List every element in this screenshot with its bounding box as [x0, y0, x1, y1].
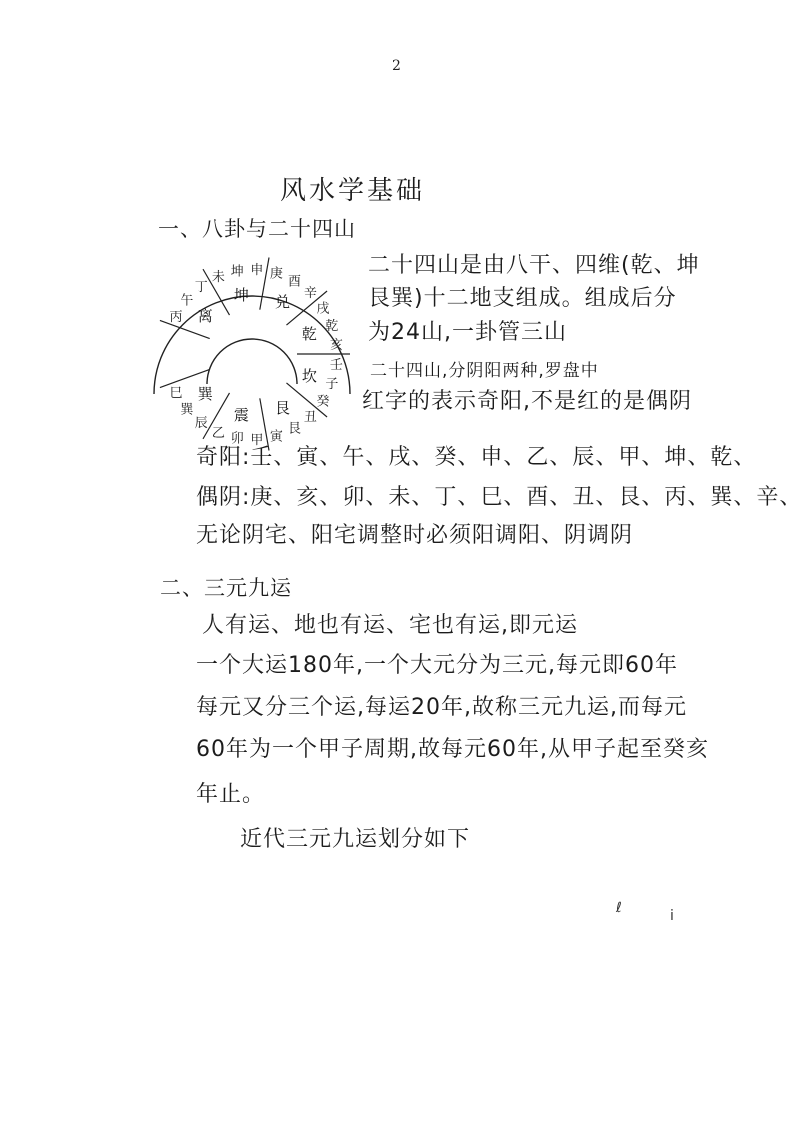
compass-mountain-label: 午: [180, 293, 194, 309]
compass-trigram-label: 乾: [301, 325, 317, 344]
compass-mountain-label: 丑: [303, 409, 317, 425]
compass-mountain-label: 寅: [269, 429, 283, 445]
section2-line4: 60年为一个甲子周期,故每元60年,从甲子起至癸亥: [196, 737, 709, 762]
compass-mountain-label: 乙: [211, 426, 225, 442]
page-number: 2: [392, 58, 401, 74]
compass-mountain-label: 亥: [329, 338, 343, 354]
compass-mountain-label: 乾: [325, 318, 339, 334]
compass-mountain-label: 壬: [329, 357, 343, 373]
compass-trigram-label: 坤: [233, 285, 249, 304]
section1-heading: 一、八卦与二十四山: [158, 217, 356, 241]
compass-mountain-label: 申: [250, 263, 264, 279]
compass-trigram-label: 兑: [274, 293, 291, 312]
section2-line3: 每元又分三个运,每运20年,故称三元九运,而每元: [196, 695, 687, 720]
compass-mountain-label: 辰: [194, 416, 208, 432]
compass-trigram-label: 震: [233, 406, 249, 425]
bagua-compass-diagram: [150, 232, 355, 448]
compass-mountain-label: 庚: [269, 266, 283, 282]
section1-intro-line1: 二十四山是由八干、四维(乾、坤: [368, 253, 700, 278]
compass-mountain-label: 辛: [303, 286, 317, 302]
compass-mountain-label: 坤: [230, 264, 244, 280]
section2-line6: 近代三元九运划分如下: [240, 827, 471, 852]
section1-intro-line3: 为24山,一卦管三山: [368, 320, 567, 345]
compass-svg: [150, 232, 355, 448]
compass-mountain-label: 丁: [194, 279, 208, 295]
compass-mountain-label: 丙: [169, 309, 183, 325]
compass-mountain-label: 未: [211, 269, 225, 285]
compass-mountain-label: 癸: [316, 394, 330, 410]
section2-line5: 年止。: [196, 782, 266, 807]
section1-note-line1: 二十四山,分阴阳两种,罗盘中: [370, 361, 599, 381]
compass-trigram-label: 艮: [274, 398, 291, 417]
compass-mountain-label: 巽: [180, 402, 194, 418]
section1-note-line2: 红字的表示奇阳,不是红的是偶阴: [362, 389, 692, 414]
compass-inner-arc: [207, 339, 297, 384]
section1-intro-line2: 艮巽)十二地支组成。组成后分: [368, 286, 677, 311]
compass-mountain-label: 酉: [287, 274, 302, 290]
yang-mountains-line: 奇阳:壬、寅、午、戌、癸、申、乙、辰、甲、坤、乾、: [196, 445, 757, 470]
stray-mark: i: [670, 908, 674, 924]
compass-mountain-label: 甲: [250, 432, 264, 448]
compass-mountain-label: 艮: [287, 421, 302, 437]
compass-trigram-label: 离: [197, 306, 213, 325]
section2-line1: 人有运、地也有运、宅也有运,即元运: [202, 613, 578, 638]
yin-mountains-line: 偶阴:庚、亥、卯、未、丁、巳、酉、丑、艮、丙、巽、辛、: [196, 485, 802, 510]
adjustment-rule-line: 无论阴宅、阳宅调整时必须阳调阳、阴调阴: [196, 523, 634, 548]
compass-trigram-label: 巽: [197, 385, 213, 404]
compass-mountain-label: 卯: [230, 431, 244, 447]
section2-heading: 二、三元九运: [160, 576, 292, 600]
compass-trigram-label: 坎: [301, 366, 317, 385]
page-title: 风水学基础: [280, 176, 426, 206]
section2-line2: 一个大运180年,一个大元分为三元,每元即60年: [196, 653, 678, 678]
compass-mountain-label: 巳: [169, 386, 183, 402]
compass-mountain-label: 戌: [316, 301, 330, 317]
stray-mark: ℓ: [616, 900, 622, 916]
compass-mountain-label: 子: [325, 377, 339, 393]
